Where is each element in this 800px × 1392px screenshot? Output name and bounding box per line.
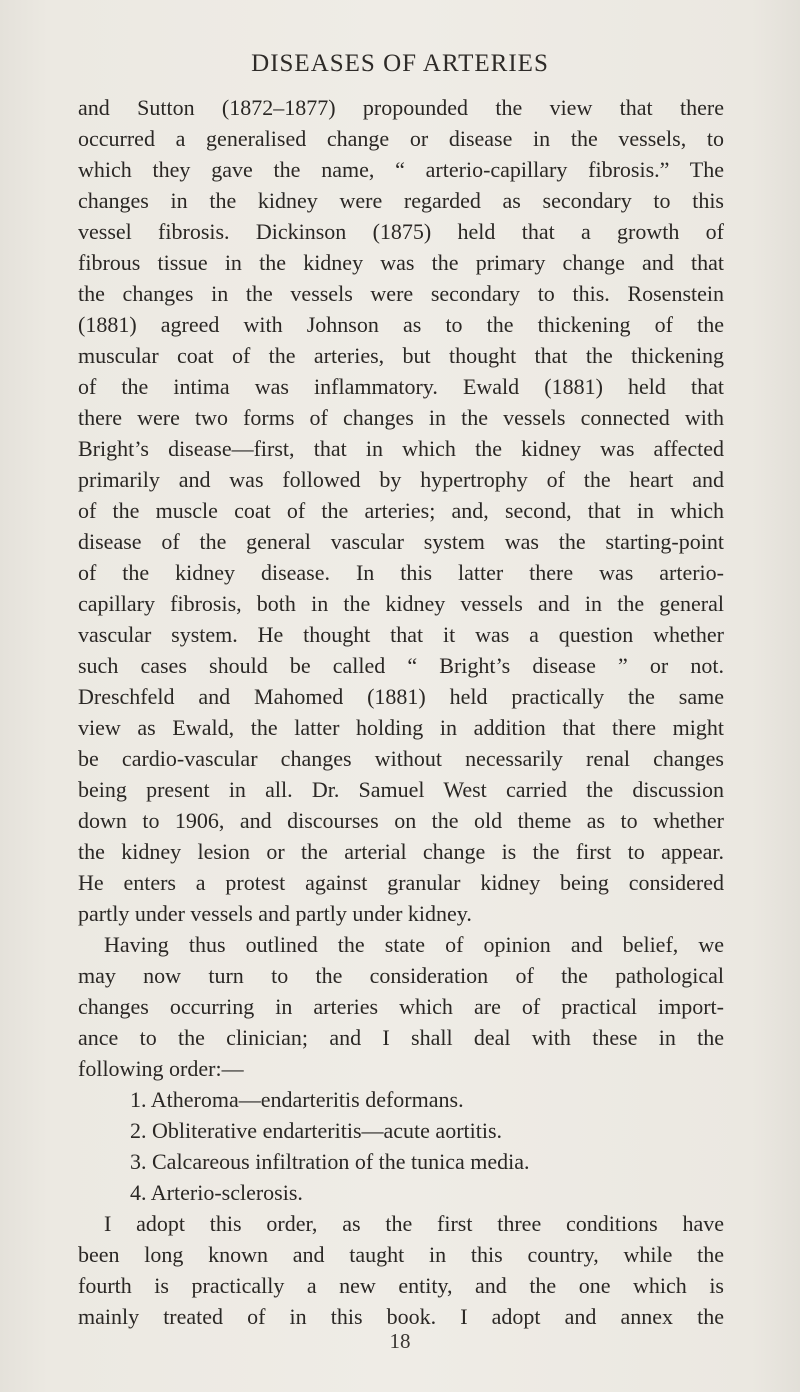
text-line: the changes in the vessels were secondary to this. Rosenstein — [78, 281, 724, 306]
list-item: 2. Obliterative endarteritis—acute aortitis. — [130, 1118, 503, 1143]
text-line: may now turn to the consideration of the pathological — [78, 963, 724, 988]
running-head: DISEASES OF ARTERIES — [251, 50, 549, 77]
text-line: occurred a generalised change or disease in the vessels, to — [78, 126, 724, 151]
text-line: the kidney lesion or the arterial change is the first to appear. — [78, 839, 724, 864]
text-line: partly under vessels and partly under kidney. — [78, 901, 472, 926]
text-line: mainly treated of in this book. I adopt and annex the — [78, 1304, 724, 1329]
text-line: I adopt this order, as the first three conditions have — [104, 1211, 724, 1236]
text-line: and Sutton (1872–1877) propounded the view that there — [78, 95, 724, 120]
text-line: ance to the clinician; and I shall deal with these in the — [78, 1025, 724, 1050]
text-line: fourth is practically a new entity, and the one which is — [78, 1273, 724, 1298]
text-line: Bright’s disease—first, that in which the kidney was affected — [78, 436, 724, 461]
text-line: capillary fibrosis, both in the kidney vessels and in the general — [78, 591, 724, 616]
text-line: He enters a protest against granular kidney being considered — [78, 870, 724, 895]
text-line: being present in all. Dr. Samuel West carried the discussion — [78, 777, 724, 802]
page-number: 18 — [389, 1329, 411, 1353]
list-item: 1. Atheroma—endarteritis deformans. — [130, 1087, 464, 1112]
text-line: view as Ewald, the latter holding in addition that there might — [78, 715, 724, 740]
text-line: following order:— — [78, 1056, 244, 1081]
text-line: fibrous tissue in the kidney was the primary change and that — [78, 250, 724, 275]
list-item: 4. Arterio-sclerosis. — [130, 1180, 303, 1205]
text-line: changes in the kidney were regarded as secondary to this — [78, 188, 724, 213]
text-line: Having thus outlined the state of opinion and belief, we — [104, 932, 724, 957]
text-line: primarily and was followed by hypertrophy of the heart and — [78, 467, 724, 492]
text-line: there were two forms of changes in the vessels connected with — [78, 405, 724, 430]
text-line: disease of the general vascular system was the starting-point — [78, 529, 724, 554]
text-line: such cases should be called “ Bright’s disease ” or not. — [78, 653, 724, 678]
text-line: been long known and taught in this country, while the — [78, 1242, 724, 1267]
text-line: (1881) agreed with Johnson as to the thickening of the — [78, 312, 724, 337]
text-line: of the kidney disease. In this latter there was arterio- — [78, 560, 724, 585]
list-item: 3. Calcareous infiltration of the tunica media. — [130, 1149, 530, 1174]
text-line: Dreschfeld and Mahomed (1881) held practically the same — [78, 684, 724, 709]
text-line: changes occurring in arteries which are of practical import- — [78, 994, 724, 1019]
text-line: which they gave the name, “ arterio-capillary fibrosis.” The — [78, 157, 724, 182]
text-line: muscular coat of the arteries, but thought that the thickening — [78, 343, 724, 368]
body-text — [78, 92, 724, 1332]
text-line: of the intima was inflammatory. Ewald (1881) held that — [78, 374, 724, 399]
text-line: of the muscle coat of the arteries; and, second, that in which — [78, 498, 724, 523]
text-line: be cardio-vascular changes without necessarily renal changes — [78, 746, 724, 771]
text-line: vessel fibrosis. Dickinson (1875) held that a growth of — [78, 219, 724, 244]
text-line: vascular system. He thought that it was a question whether — [78, 622, 724, 647]
text-line: down to 1906, and discourses on the old theme as to whether — [78, 808, 724, 833]
